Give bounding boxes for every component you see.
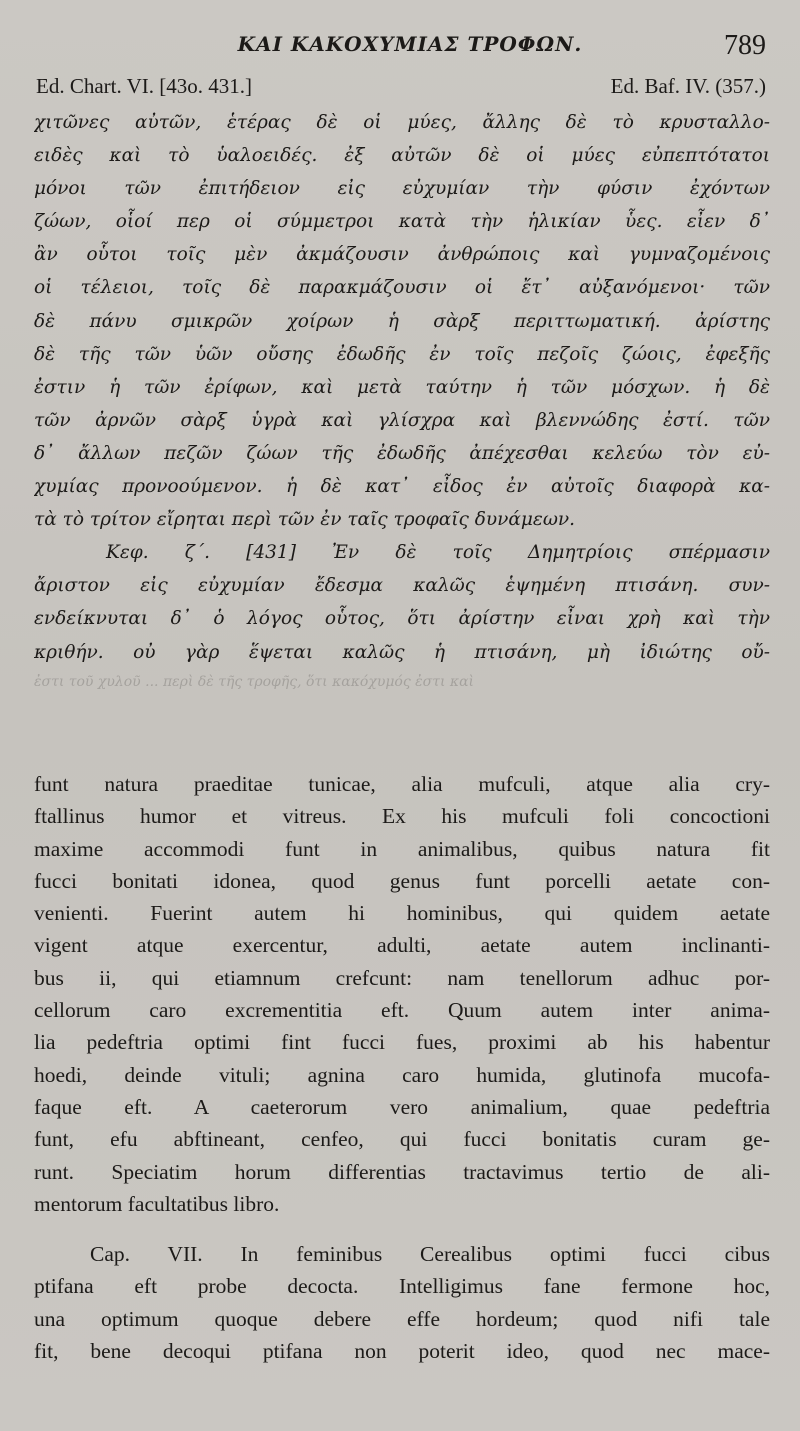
greek-text-line: δ᾽ ἄλλων πεζῶν ζώων τῆς ἐδωδῆς ἀπέχεσθαι κελεύω τὸν εὐ- — [34, 442, 770, 464]
latin-text-line: ptifana eft probe decocta. Intelligimus fane fermone hoc, — [34, 1274, 770, 1299]
greek-text-line: χυμίας προνοούμενον. ἡ δὲ κατ᾽ εἶδος ἐν αὐτοῖς διαφορὰ κα- — [34, 476, 770, 498]
greek-text-line: ειδὲς καὶ τὸ ὑαλοειδές. ἐξ αὐτῶν δὲ οἱ μύες εὐπεπτότατοι — [34, 145, 770, 167]
bleed-through-line: ἐστι τοῦ χυλοῦ ... περὶ δὲ τῆς τροφῆς, ὅτι κακόχυμός ἐστι καὶ — [34, 673, 475, 690]
latin-text-line: funt natura praeditae tunicae, alia mufculi, atque alia cry- — [34, 772, 770, 796]
running-head — [0, 30, 800, 64]
greek-text-line: κριθήν. οὐ γὰρ ἕψεται καλῶς ἡ πτισάνη, μὴ ἰδιώτης οὔ- — [34, 641, 770, 663]
greek-text-line: χιτῶνες αὐτῶν, ἑτέρας δὲ οἱ μύες, ἄλλης δὲ τὸ κρυσταλλο- — [34, 112, 770, 133]
greek-text-line: ενδείκνυται δ᾽ ὁ λόγος οὗτος, ὅτι ἀρίστην εἶναι χρὴ καὶ τὴν — [34, 608, 770, 630]
greek-text-line: ζώων, οἷοί περ οἱ σύμμετροι κατὰ τὴν ἡλικίαν ὗες. εἶεν δ᾽ — [34, 211, 770, 233]
greek-text-block — [34, 106, 770, 695]
latin-text-line: runt. Speciatim horum differentias tractavimus tertio de ali- — [34, 1159, 770, 1184]
latin-text-line: fucci bonitati idonea, quod genus funt porcelli aetate con- — [34, 868, 770, 893]
latin-text-line: cellorum caro excrementitia eft. Quum autem inter anima- — [34, 998, 770, 1023]
latin-text-line: vigent atque exercentur, adulti, aetate autem inclinanti- — [34, 933, 770, 958]
edition-basel-reference: Ed. Baf. IV. (357.) — [610, 74, 766, 98]
greek-text-line: ἐστιν ἡ τῶν ἐρίφων, καὶ μετὰ ταύτην ἡ τῶν μόσχων. ἡ δὲ — [34, 376, 770, 398]
latin-text-line: ftallinus humor et vitreus. Ex his mufculi foli concoctioni — [34, 804, 770, 829]
latin-text-line: funt, efu abftineant, cenfeo, qui fucci bonitatis curam ge- — [34, 1127, 770, 1152]
greek-text-line: δὲ πάνυ σμικρῶν χοίρων ἡ σὰρξ περιττωματική. ἀρίστης — [34, 310, 770, 332]
latin-text-line: bus ii, qui etiamnum crefcunt: nam tenellorum adhuc por- — [34, 965, 770, 990]
latin-text-line: venienti. Fuerint autem hi hominibus, qui quidem aetate — [34, 901, 770, 926]
latin-text-line: lia pedeftria optimi fint fucci fues, proximi ab his habentur — [34, 1030, 770, 1055]
edition-chart-reference: Ed. Chart. VI. [43o. 431.] — [36, 74, 252, 98]
latin-text-block — [34, 768, 770, 1367]
greek-text-line: τῶν ἀρνῶν σὰρξ ὑγρὰ καὶ γλίσχρα καὶ βλεννώδης ἐστί. τῶν — [34, 409, 770, 431]
greek-text-line: ἂν οὗτοι τοῖς μὲν ἀκμάζουσιν ἀνθρώποις καὶ γυμναζομένοις — [34, 244, 770, 266]
running-title: ΚΑΙ ΚΑΚΟΧΥΜΙΑΣ ΤΡΟΦΩΝ. — [237, 32, 583, 56]
page-number: 789 — [724, 30, 766, 61]
greek-text-line: τὰ τὸ τρίτον εἴρηται περὶ τῶν ἐν ταῖς τροφαῖς δυνάμεων. — [34, 509, 576, 531]
edition-reference-line — [36, 74, 766, 104]
greek-text-line: οἱ τέλειοι, τοῖς δὲ παρακμάζουσιν οἱ ἔτ᾽ αὐξανόμενοι· τῶν — [34, 277, 770, 299]
greek-chapter-heading-line: Κεφ. ζ΄. [431] Ἐν δὲ τοῖς Δημητρίοις σπέρμασιν — [106, 542, 770, 564]
latin-text-line: hoedi, deinde vituli; agnina caro humida, glutinofa mucofa- — [34, 1062, 770, 1087]
latin-text-line: maxime accommodi funt in animalibus, quibus natura fit — [34, 836, 770, 861]
greek-text-line: ἄριστον εἰς εὐχυμίαν ἔδεσμα καλῶς ἑψημένη πτισάνη. συν- — [34, 575, 770, 597]
latin-text-line: fit, bene decoqui ptifana non poterit ideo, quod nec mace- — [34, 1339, 770, 1364]
greek-text-line: δὲ τῆς τῶν ὑῶν οὔσης ἐδωδῆς ἐν τοῖς πεζοῖς ζώοις, ἐφεξῆς — [34, 343, 770, 365]
latin-text-line: faque eft. A caeterorum vero animalium, quae pedeftria — [34, 1094, 770, 1119]
latin-text-line: mentorum facultatibus libro. — [34, 1191, 280, 1216]
latin-text-line: una optimum quoque debere effe hordeum; quod nifi tale — [34, 1306, 770, 1331]
greek-text-line: μόνοι τῶν ἐπιτήδειον εἰς εὐχυμίαν τὴν φύσιν ἐχόντων — [34, 178, 770, 200]
latin-chapter-heading-line: Cap. VII. In feminibus Cerealibus optimi fucci cibus — [90, 1242, 770, 1267]
